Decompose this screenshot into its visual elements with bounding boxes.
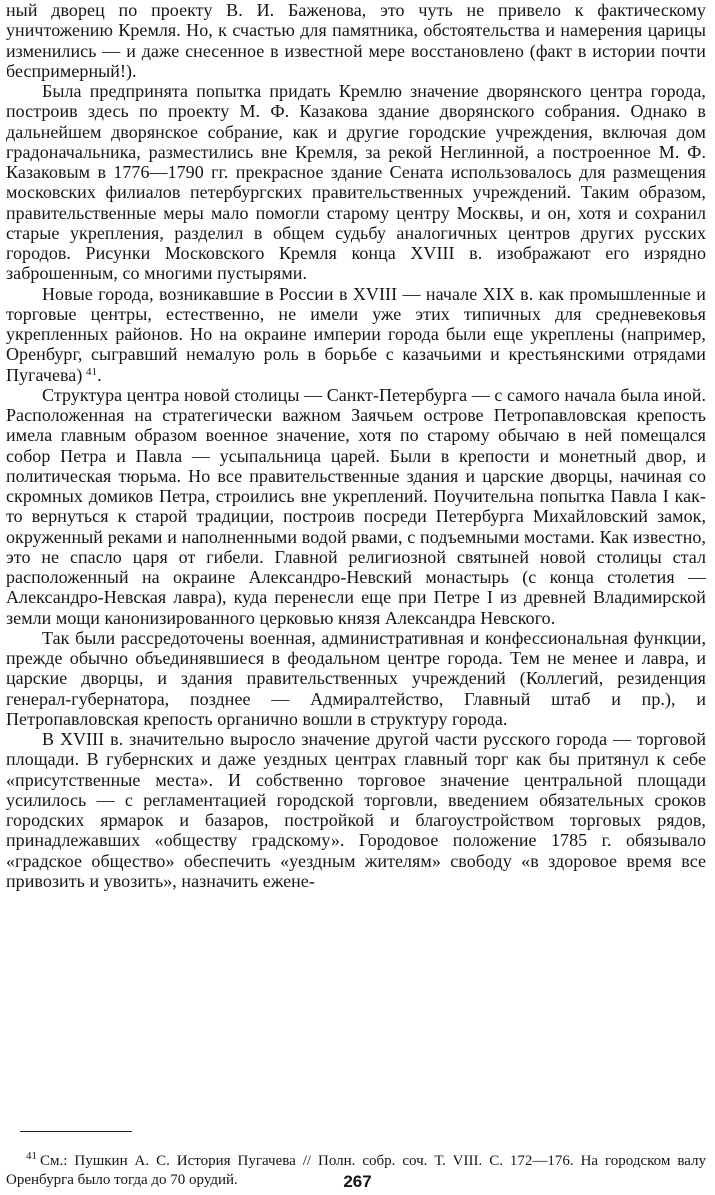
paragraph-kremlin-nobility: Была предпринята попытка придать Кремлю значение дворянского центра города, построив здесь по проекту М. Ф. Казакова здание дворянского собрания. Однако в дальнейшем дворянское собрание, как и другие городские учреждения, включая дом градоначальника, разместились вне Кремля, за рекой Неглинной, а построенное М. Ф. Казаковым в 1776—1790 гг. прекрасное здание Сената использовалось для размещения московских филиалов петербургских правительственных учреждений. Таким образом, правительственные меры мало помогли старому центру Москвы, и он, хотя и сохранил старые укрепления, разделил в общем судьбу аналогичных центров других русских городов. Рисунки Московского Кремля конца XVIII в. изображают его изрядно заброшенным, со многими пустырями. bbox=[6, 81, 706, 284]
paragraph-dispersed-functions: Так были рассредоточены военная, административная и конфессиональная функции, прежде обычно объединявшиеся в феодальном центре города. Тем не менее и лавра, и царские дворцы, и здания правительственных учреждений (Коллегий, резиденция генерал-губернатора, позднее — Адмиралтейство, Главный штаб и пр.), и Петропавловская крепость органично вошли в структуру города. bbox=[6, 627, 706, 729]
paragraph-petersburg: Структура центра новой столицы — Санкт-Петербурга — с самого начала была иной. Расположенная на стратегически важном Заячьем острове Петропавловская крепость имела главным образом военное значение, хотя по старому обычаю в ней помещался собор Петра и Павла — усыпальница царей. Были в крепости и монетный двор, и политическая тюрьма. Но все правительственные здания и царские дворцы, начиная со скромных домиков Петра, строились вне укреплений. Поучительна попытка Павла I как-то вернуться к старой традиции, построив посреди Петербурга Михайловский замок, окруженный реками и наполненными водой рвами, с подъемными мостами. Как известно, это не спасло царя от гибели. Главной религиозной святыней новой столицы стал расположенный на окраине Александро-Невский монастырь (с конца столетия — Александро-Невская лавра), куда перенесли еще при Петре I из древней Владимирской земли мощи канонизированного церковью князя Александра Невского. bbox=[6, 384, 706, 628]
footnote-marker: 41 bbox=[26, 1150, 37, 1162]
footnote-text: См.: Пушкин А. С. История Пугачева // Полн. собр. соч. Т. VIII. С. 172—176. На городском валу Оренбурга было тогда до 70 орудий. bbox=[6, 1153, 706, 1188]
paragraph-trade-square: В XVIII в. значительно выросло значение другой части русского города — торговой площади. В губернских и даже уездных центрах главный торг как бы притянул к себе «присутственные места». И собственно торговое значение центральной площади усилилось — с регламентацией городской торговли, введением обязательных сроков городских ярмарок и базаров, постройкой и благоустройством торговых рядов, принадлежавших «обществу градскому». Городовое положение 1785 г. обязывало «градское общество» обеспечить «уездным жителям» свободу «в здоровое время все привозить и увозить», назначить ежене- bbox=[6, 729, 706, 891]
footnote-divider bbox=[20, 1131, 132, 1132]
paragraph-new-towns: Новые города, возникавшие в России в XVIII — начале XIX в. как промышленные и торговые центры, естественно, не имели уже этих типичных для средневековья укрепленных районов. Но на окраине империи города были еще укреплены (например, Оренбург, сыгравший немалую роль в борьбе с казачьими и крестьянскими отрядами Пугачева) $^{41}$. bbox=[6, 283, 706, 385]
main-text bbox=[6, 0, 706, 891]
footnote-reference: 41 bbox=[86, 365, 98, 378]
paragraph-new-towns-text: Новые города, возникавшие в России в XVIII — начале XIX в. как промышленные и торговые центры, естественно, не имели уже этих типичных для средневековья укрепленных районов. Но на окраине империи города были еще укреплены (например, Оренбург, сыгравший немалую роль в борьбе с казачьими и крестьянскими отрядами Пугачева) bbox=[6, 283, 706, 385]
page-number: 267 bbox=[343, 1172, 372, 1191]
paragraph-continuation: ный дворец по проекту В. И. Баженова, это чуть не привело к фактическому уничтожению Кремля. Но, к счастью для памятника, обстоятельства и намерения царицы изменились — и даже снесенное в известной мере восстановлено (факт в истории почти беспримерный!). bbox=[6, 0, 706, 81]
